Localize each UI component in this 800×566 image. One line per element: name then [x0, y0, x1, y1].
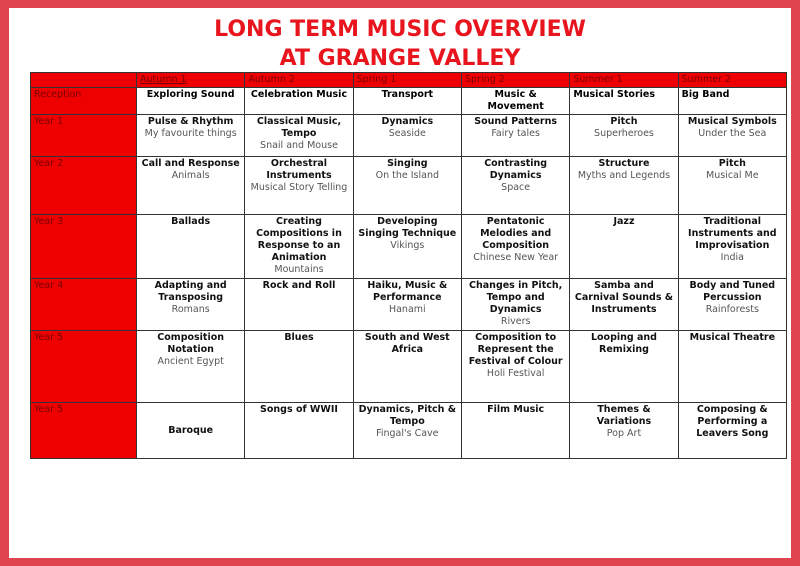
table-cell [353, 115, 461, 157]
cell-topic: Rock and Roll [262, 280, 336, 291]
cell-topic: Dynamics, Pitch & Tempo [358, 404, 456, 427]
cell-theme: Vikings [390, 240, 425, 251]
cell-topic: Looping and Remixing [590, 332, 657, 355]
table-cell [570, 279, 678, 331]
cell-topic: Songs of WWII [260, 404, 338, 415]
cell-topic: Sound Patterns [474, 116, 558, 127]
cell-topic: Baroque [168, 424, 214, 436]
table-cell [353, 279, 461, 331]
table-cell [137, 403, 245, 459]
cell-topic: Orchestral Instruments [266, 158, 332, 181]
reception-cell: Transport [353, 88, 461, 115]
row-label-reception: Reception [31, 88, 137, 115]
row-label-year: Year 3 [31, 215, 137, 279]
cell-theme: Fairy tales [491, 128, 540, 139]
cell-topic: Dynamics [381, 116, 434, 127]
table-cell [678, 215, 786, 279]
cell-theme: Musical Story Telling [250, 182, 348, 193]
cell-topic: South and West Africa [364, 332, 450, 355]
cell-topic: Musical Theatre [689, 332, 776, 343]
table-cell [245, 115, 353, 157]
year-row [31, 403, 787, 459]
cell-theme: Rainforests [705, 304, 759, 315]
row-label-year: Year 5 [31, 331, 137, 403]
year-row [31, 279, 787, 331]
cell-topic: Samba and Carnival Sounds & Instruments [574, 280, 674, 315]
reception-cell: Celebration Music [245, 88, 353, 115]
cell-theme: Ancient Egypt [157, 356, 224, 367]
cell-topic: Composition Notation [157, 332, 225, 355]
cell-topic: Body and Tuned Percussion [689, 280, 776, 303]
cell-topic: Traditional Instruments and Improvisation [688, 216, 777, 251]
cell-theme: Musical Me [706, 170, 759, 181]
term-header-autumn-1: Autumn 1 [137, 73, 245, 88]
table-cell [137, 157, 245, 215]
cell-topic: Haiku, Music & Performance [367, 280, 448, 303]
cell-topic: Developing Singing Technique [358, 216, 457, 239]
table-cell [461, 157, 569, 215]
cell-theme: Animals [171, 170, 210, 181]
cell-topic: Themes & Variations [596, 404, 652, 427]
table-cell [678, 115, 786, 157]
cell-theme: Mountains [274, 264, 324, 275]
cell-theme: Myths and Legends [577, 170, 671, 181]
cell-theme: On the Island [375, 170, 440, 181]
row-label-year: Year 2 [31, 157, 137, 215]
cell-topic: Creating Compositions in Response to an Animation [256, 216, 342, 263]
cell-topic: Classical Music, Tempo [256, 116, 342, 139]
reception-cell: Music & Movement [461, 88, 569, 115]
cell-theme: Superheroes [594, 128, 654, 139]
cell-topic: Composing & Performing a Leavers Song [696, 404, 769, 439]
year-row [31, 157, 787, 215]
cell-topic: Jazz [613, 216, 635, 227]
table-cell [570, 403, 678, 459]
table-cell [245, 279, 353, 331]
table-cell [570, 331, 678, 403]
cell-theme: Hanami [388, 304, 426, 315]
cell-theme: My favourite things [144, 128, 237, 139]
table-cell [678, 279, 786, 331]
table-cell [353, 157, 461, 215]
cell-theme: Snail and Mouse [260, 140, 338, 151]
table-cell [245, 403, 353, 459]
row-label-year: Year 5 [31, 403, 137, 459]
year-row [31, 215, 787, 279]
cell-topic: Musical Symbols [687, 116, 777, 127]
cell-topic: Pentatonic Melodies and Composition [480, 216, 552, 251]
term-header-autumn-2: Autumn 2 [245, 73, 353, 88]
table-cell [353, 215, 461, 279]
table-cell [461, 115, 569, 157]
reception-row [31, 88, 787, 115]
term-header-spring-1: Spring 1 [353, 73, 461, 88]
cell-theme: Rivers [500, 316, 531, 327]
term-header-summer-2: Summer 2 [678, 73, 786, 88]
table-cell [353, 403, 461, 459]
table-cell [461, 215, 569, 279]
table-cell [137, 331, 245, 403]
row-label-year: Year 1 [31, 115, 137, 157]
table-cell [461, 403, 569, 459]
cell-topic: Pulse & Rhythm [147, 116, 234, 127]
term-header-spring-2: Spring 2 [461, 73, 569, 88]
reception-cell: Big Band [678, 88, 786, 115]
cell-topic: Blues [284, 332, 314, 343]
cell-theme: Space [501, 182, 531, 193]
row-label-year: Year 4 [31, 279, 137, 331]
cell-theme: India [720, 252, 744, 263]
table-cell [570, 115, 678, 157]
table-cell [570, 215, 678, 279]
term-header-summer-1: Summer 1 [570, 73, 678, 88]
cell-topic: Structure [598, 158, 650, 169]
cell-topic: Ballads [171, 216, 211, 227]
page-title-line-1: LONG TERM MUSIC OVERVIEW [214, 17, 586, 42]
table-cell [245, 157, 353, 215]
table-cell [137, 279, 245, 331]
cell-topic: Singing [387, 158, 428, 169]
cell-theme: Pop Art [606, 428, 642, 439]
year-row [31, 115, 787, 157]
cell-topic: Pitch [718, 158, 746, 169]
cell-theme: Fingal's Cave [376, 428, 439, 439]
table-cell [570, 157, 678, 215]
cell-topic: Film Music [487, 404, 545, 415]
cell-theme: Seaside [388, 128, 426, 139]
table-cell [461, 331, 569, 403]
table-cell [461, 279, 569, 331]
cell-topic: Changes in Pitch, Tempo and Dynamics [469, 280, 563, 315]
reception-cell: Exploring Sound [137, 88, 245, 115]
music-overview-table [30, 72, 787, 459]
cell-topic: Pitch [610, 116, 638, 127]
cell-theme: Holi Festival [486, 368, 545, 379]
cell-theme: Under the Sea [698, 128, 767, 139]
page-title-line-2: AT GRANGE VALLEY [279, 46, 521, 71]
table-cell [353, 331, 461, 403]
table-cell [678, 157, 786, 215]
reception-cell: Musical Stories [570, 88, 678, 115]
cell-topic: Composition to Represent the Festival of Colour [468, 332, 563, 367]
year-row [31, 331, 787, 403]
table-cell [245, 331, 353, 403]
table-cell [245, 215, 353, 279]
cell-theme: Romans [171, 304, 210, 315]
term-header-row [31, 73, 787, 88]
cell-theme: Chinese New Year [473, 252, 559, 263]
corner-cell [31, 73, 137, 88]
table-cell [137, 215, 245, 279]
table-cell [678, 331, 786, 403]
table-cell [678, 403, 786, 459]
cell-topic: Adapting and Transposing [154, 280, 227, 303]
cell-topic: Call and Response [141, 158, 240, 169]
cell-topic: Contrasting Dynamics [484, 158, 548, 181]
document-page [9, 8, 791, 558]
table-cell [137, 115, 245, 157]
